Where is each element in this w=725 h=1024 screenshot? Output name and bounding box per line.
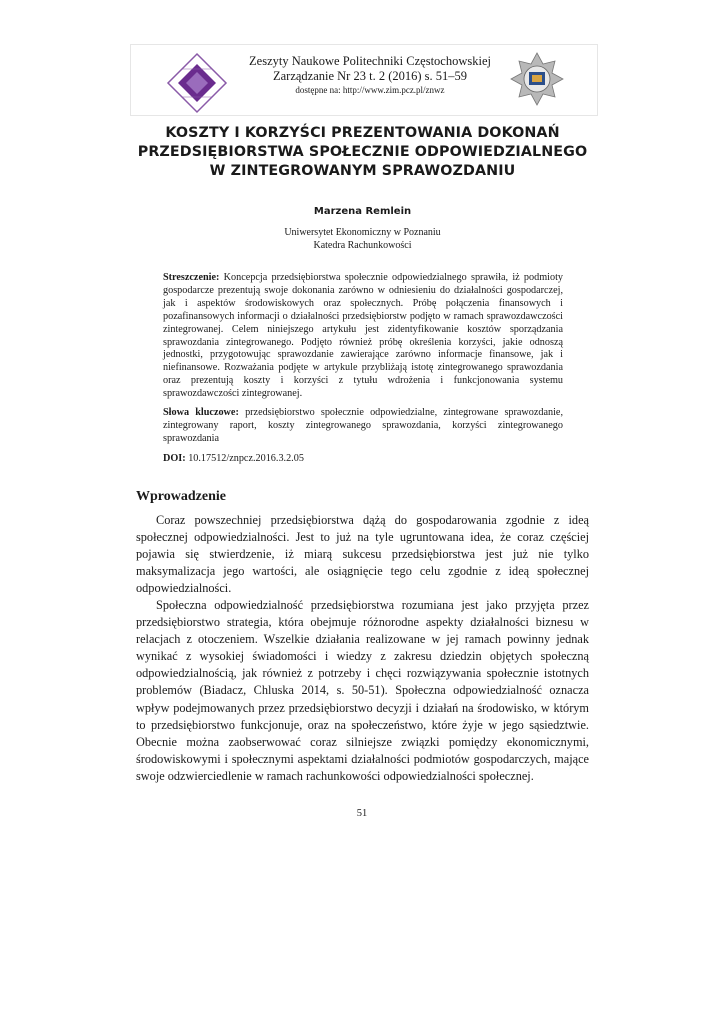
paragraph: Społeczna odpowiedzialność przedsiębiorstwa rozumiana jest jako przyjęta przez przedsiębiorstwo strategia, która obejmuje różnorodne aspekty działalności biznesu w relacjach z otoczeniem. Wszelkie działania realizowane w jej ramach powinny jednak wynikać z wysokiej świadomości i wiedzy z zakresu dziedzin objętych społeczną odpowiedzialnością, jak również z potrzeby i chęci rozwiązywania społecznie istotnych problemów (Biadacz, Chluska 2014, s. 50-51). Społeczna odpowiedzialność oznacza wpływ podejmowanych przez przedsiębiorstwo decyzji i działań na środowisko, w którym to przedsiębiorstwo funkcjonuje, oraz na społeczeństwo, które żyje w jego sąsiedztwie. Obecnie można zaobserwować coraz silniejsze związki pomiędzy ekonomicznymi, środowiskowymi i społecznymi aspektami działalności podmiotów gospodarczych, mające swoje odzwierciedlenie w ramach rachunkowości odpowiedzialności społecznej. (136, 598, 589, 783)
author-name: Marzena Remlein (313, 206, 412, 217)
abstract-block (163, 272, 563, 466)
body-text (136, 512, 589, 785)
section-heading: Wprowadzenie (136, 489, 226, 504)
article-title (120, 124, 605, 181)
doi (163, 453, 563, 466)
doi-value: 10.17512/znpcz.2016.3.2.05 (185, 452, 304, 464)
affiliation (120, 226, 605, 252)
paragraph: Coraz powszechniej przedsiębiorstwa dążą do gospodarowania zgodnie z ideą społecznej odpowiedzialności. Jest to już na tyle ugruntowana idea, że coraz częściej pojawia się stwierdzenie, iż miarą sukcesu przedsiębiorstwa jest już nie tylko maksymalizacja jego wartości, ale osiągnięcie tego celu zgodnie z ideą społecznej odpowiedzialności. (136, 513, 589, 596)
journal-availability: dostępne na: http://www.zim.pcz.pl/znwz (295, 85, 445, 95)
journal-issue: Zarządzanie Nr 23 t. 2 (2016) s. 51–59 (272, 69, 468, 83)
university-emblem-icon (510, 52, 564, 106)
abstract-text: Koncepcja przedsiębiorstwa społecznie odpowiedzialnego sprawiła, iż podmioty gospodarcze prezentują swoje dokonania zarówno w odniesieniu do działalności gospodarczej, jak i aspektów środowiskowych oraz społecznych. Próbę połączenia finansowych i pozafinansowych informacji o działalności przedsiębiorstw podjęto w ramach sprawozdawczości zintegrowanej. Celem niniejszego artykułu jest zidentyfikowanie kosztów sporządzania sprawozdania zintegrowanego. Podjęto również próbę określenia korzyści, jakie odnoszą jednostki, przygotowując sprawozdanie zawierające zarówno informacje finansowe, jak i niefinansowe. Rozważania podjęte w artykule przybliżają istotę zintegrowanego sprawozdania oraz prezentują koszty i korzyści z tytułu wdrożenia i funkcjonowania systemu sprawozdawczości zintegrowanej. (163, 272, 563, 400)
title-line: KOSZTY I KORZYŚCI PREZENTOWANIA DOKONAŃ (165, 125, 560, 141)
title-line: W ZINTEGROWANYM SPRAWOZDANIU (209, 163, 516, 179)
affiliation-department: Katedra Rachunkowości (313, 240, 412, 251)
page-number: 51 (356, 808, 368, 819)
affiliation-university: Uniwersytet Ekonomiczny w Poznaniu (284, 227, 441, 238)
journal-info (222, 54, 518, 97)
faculty-logo-icon (166, 52, 228, 114)
abstract (163, 272, 563, 401)
keywords-label: Słowa kluczowe: (163, 407, 239, 419)
title-line: PRZEDSIĘBIORSTWA SPOŁECZNIE ODPOWIEDZIALNEGO (137, 144, 588, 160)
keywords (163, 407, 563, 446)
abstract-label: Streszczenie: (163, 272, 220, 283)
keywords-text: przedsiębiorstwo społecznie odpowiedzialne, zintegrowane sprawozdanie, zintegrowany raport, koszty zintegrowanego sprawozdania, korzyści zintegrowanego sprawozdania (163, 407, 563, 444)
doi-label: DOI: (163, 452, 186, 464)
journal-name: Zeszyty Naukowe Politechniki Częstochowskiej (249, 54, 491, 68)
